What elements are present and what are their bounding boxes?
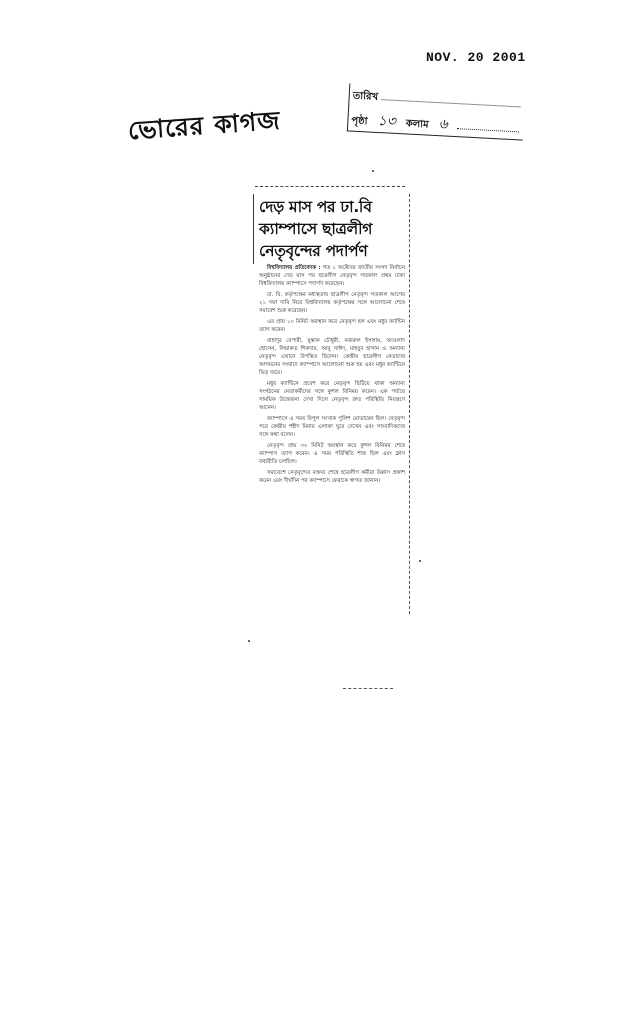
slip-column-value: ৬ bbox=[438, 116, 449, 133]
slip-page-value: ১৩ bbox=[377, 112, 397, 130]
clipping-edge-right bbox=[409, 194, 411, 614]
article-body bbox=[259, 264, 405, 488]
headline-line: দেড় মাস পর ঢা.বি bbox=[259, 198, 372, 216]
article-clipping bbox=[253, 186, 413, 746]
slip-column-label: কলাম bbox=[405, 118, 429, 131]
headline-line: ক্যাম্পাসে ছাত্রলীগ bbox=[259, 220, 373, 238]
paragraph-text: গত ১ অক্টোবর জাতীয় সংসদ নির্বাচন অনুষ্ঠানের দেড় মাস পর ছাত্রলীগ নেতৃবৃন্দ গতকাল প্রথম ঢাকা বিশ্ববিদ্যালয় ক্যাম্পাসে পদার্পণ করেছেন। bbox=[259, 265, 405, 287]
clipping-info-slip bbox=[351, 88, 521, 137]
article-paragraph bbox=[259, 264, 405, 288]
article-paragraph: ক্যাম্পাসে এ সময় বিপুল সংখ্যক পুলিশ মোতায়েন ছিল। নেতৃবৃন্দ পরে কেন্দ্রীয় শহীদ মিনার এলাকা ঘুরে দেখেন এবং সাংবাদিকদের সঙ্গে কথা বলেন। bbox=[259, 416, 405, 438]
article-paragraph: বাহাদুর বেপারী, মুস্তাক চৌধুরী, নজরুল ইসলাম, আওলাদ হোসেন, লিয়াকত শিকদার, আবু সাঈদ, মাহবুব হাসান ও অন্যান্য নেতৃবৃন্দ এখানে উপস্থিত ছিলেন। কেন্দ্রীয় ছাত্রলীগ নেতাদের আগমনের সংবাদে ক্যাম্পাসে আলোচনা শুরু হয় এবং মধুর ক্যান্টিনে ভিড় জমে। bbox=[259, 338, 405, 376]
article-paragraph: নেতৃবৃন্দ প্রায় ৩০ মিনিট অবস্থান করে কুশল বিনিময় শেষে ক্যাম্পাস ত্যাগ করেন। এ সময় পরিস্থিতি শান্ত ছিল এবং ক্লাস যথারীতি চলছিল। bbox=[259, 443, 405, 465]
scan-speck bbox=[372, 170, 374, 172]
newspaper-masthead: ভোরের কাগজ bbox=[127, 105, 282, 146]
slip-date-label: তারিখ bbox=[352, 90, 379, 103]
clipping-edge-bottom bbox=[343, 688, 393, 690]
article-headline bbox=[259, 196, 409, 262]
article-paragraph: সমাবেশে নেতৃবৃন্দের বক্তব্য শেষে ছাত্রলীগ কর্মীরা উল্লাস প্রকাশ করেন এবং দীর্ঘদিন পর ক্যাম্পাসে ফেরাকে স্বাগত জানান। bbox=[259, 470, 405, 484]
headline-line: নেতৃবৃন্দের পদার্পণ bbox=[259, 242, 368, 260]
slip-frame bbox=[347, 83, 525, 140]
clipping-edge-left bbox=[253, 194, 255, 264]
clipping-edge-top bbox=[255, 186, 405, 188]
article-paragraph: এর প্রায় ১০ মিনিট অবস্থান করে নেতৃবৃন্দ হল এবং মধুর ক্যান্টিন ত্যাগ করেন। bbox=[259, 319, 405, 333]
article-paragraph: ঢা. বি. কর্তৃপক্ষের মধ্যস্থতায় ছাত্রলীগ নেতৃবৃন্দ গতকাল আগের ২১ দফা দাবি নিয়ে বিশ্ববিদ্যালয় কর্তৃপক্ষের সঙ্গে আলোচনা শেষে সমাবেশ শুরু করেছেন। bbox=[259, 292, 405, 314]
scan-speck bbox=[248, 640, 250, 642]
article-paragraph: মধুর ক্যান্টিনে প্রবেশ করে নেতৃবৃন্দ ছিটিয়ে থাকা অন্যান্য সংগঠনের নেতাকর্মীদের সঙ্গে কুশল বিনিময় করেন। এক পর্যায়ে সাময়িক উত্তেজনা দেখা দিলে নেতৃবৃন্দ দ্রুত পরিস্থিতি নিয়ন্ত্রণে আনেন। bbox=[259, 381, 405, 411]
scan-speck bbox=[419, 560, 421, 562]
slip-page-label: পৃষ্ঠা bbox=[351, 115, 368, 128]
article-dateline: বিশ্ববিদ্যালয় প্রতিবেদক : bbox=[267, 265, 321, 271]
date-stamp: NOV. 20 2001 bbox=[426, 50, 526, 65]
